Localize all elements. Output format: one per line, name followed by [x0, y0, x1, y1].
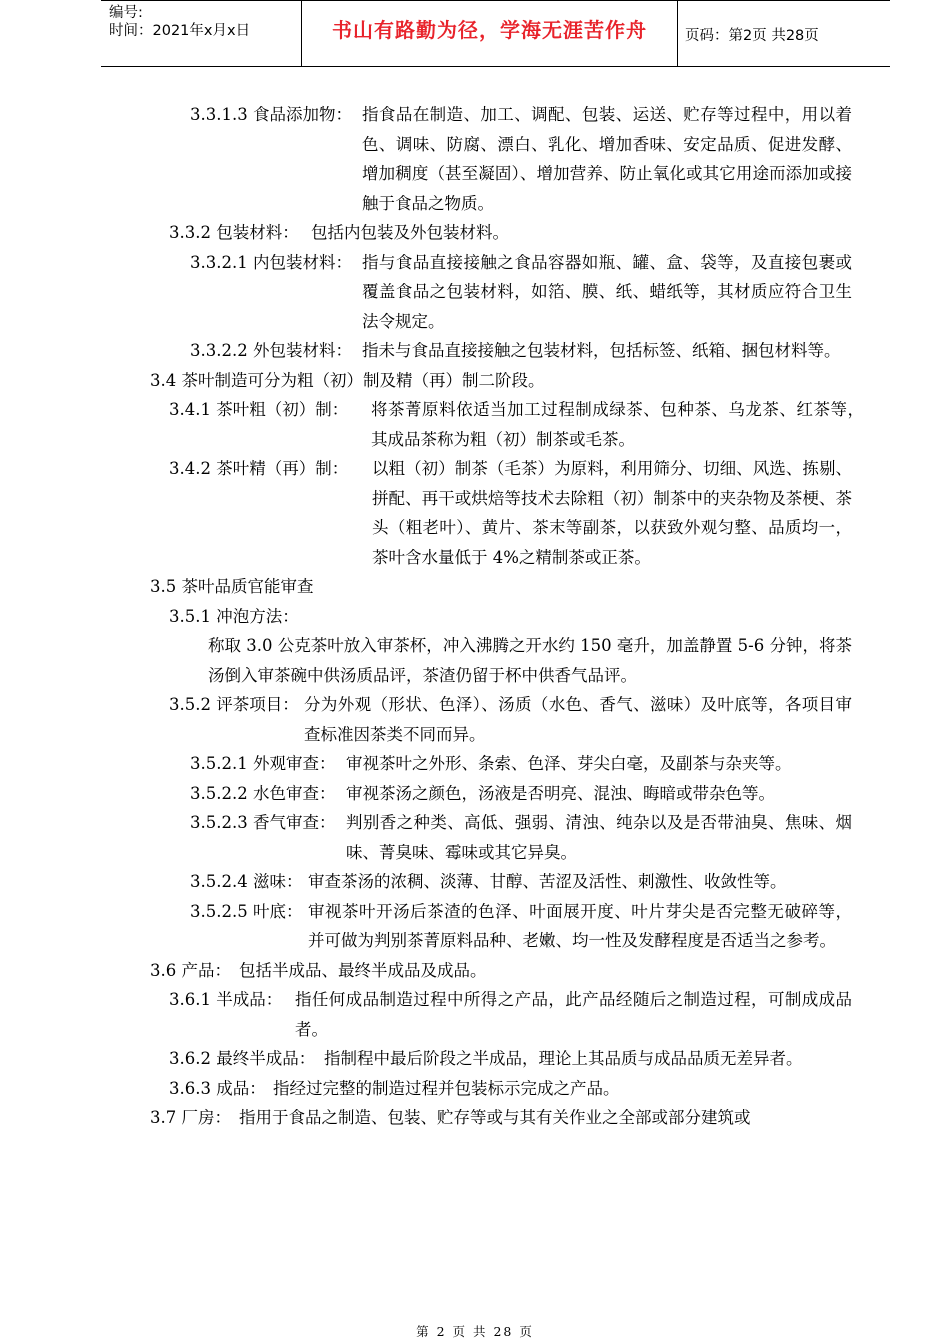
document-date: 时间：2021年x月x日: [109, 23, 251, 39]
clause-text: 称取 3.0 公克茶叶放入审茶杯，冲入沸腾之开水约 150 毫升，加盖静置 5-6 分钟，将茶汤倒入审茶碗中供汤质品评，茶渣仍留于杯中供香气品评。: [208, 636, 852, 685]
clause-text: 指与食品直接接触之食品容器如瓶、罐、盒、袋等，及直接包裹或覆盖食品之包装材料，如箔、膜、纸、蜡纸等，其材质应符合卫生法令规定。: [362, 252, 852, 331]
clause-label: 3.5.2 评茶项目：: [169, 695, 299, 714]
clause-text: 分为外观（形状、色泽）、汤质（水色、香气、滋味）及叶底等，各项目审查标准因茶类不同而异。: [304, 695, 852, 744]
paragraph-3-4-2: [169, 454, 852, 572]
clause-label: 3.4.2 茶叶精（再）制：: [169, 459, 349, 478]
clause-label: 3.3.1.3 食品添加物：: [190, 105, 352, 124]
paragraph-3-4-1: [169, 395, 864, 454]
clause-label: 3.6.2 最终半成品：: [169, 1049, 316, 1068]
paragraph-3-5-2-4: [190, 867, 870, 897]
clause-label: 3.5.2.2 水色审查：: [190, 783, 336, 803]
header-top-rule: [101, 0, 890, 1]
paragraph-3-7: [150, 1103, 852, 1133]
clause-text: 审视茶叶之外形、条索、色泽、芽尖白毫，及副茶与杂夹等。: [346, 754, 792, 773]
paragraph-3-6: [150, 956, 852, 986]
clause-label: 3.6.1 半成品：: [169, 990, 283, 1009]
document-number-label: 编号:: [109, 5, 143, 21]
clause-text: 将茶菁原料依适当加工过程制成绿茶、包种茶、乌龙茶、红茶等，其成品茶称为粗（初）制茶或毛茶。: [371, 400, 864, 449]
clause-text: 包括半成品、最终半成品及成品。: [239, 960, 487, 980]
page-header: [101, 0, 890, 66]
paragraph-3-6-3: [169, 1074, 852, 1104]
clause-text: 指未与食品直接接触之包装材料，包括标签、纸箱、捆包材料等。: [362, 341, 841, 360]
section-heading: 3.4 茶叶制造可分为粗（初）制及精（再）制二阶段。: [150, 370, 545, 390]
clause-label: 3.3.2.1 内包装材料：: [190, 252, 352, 272]
header-divider: [677, 0, 678, 66]
clause-label: 3.6.3 成品：: [169, 1078, 266, 1098]
clause-label: 3.7 厂房：: [150, 1108, 231, 1127]
paragraph-3-5-2: [169, 690, 852, 749]
clause-text: 指经过完整的制造过程并包装标示完成之产品。: [273, 1078, 620, 1098]
paragraph-3-5-2-3: [190, 808, 852, 867]
clause-label: 3.5.2.4 滋味：: [190, 872, 303, 891]
clause-label: 3.5.2.3 香气审查：: [190, 813, 336, 832]
heading-3-5-1: [169, 602, 852, 632]
section-heading: 3.5.1 冲泡方法：: [169, 606, 299, 626]
paragraph-3-3-2-1: [190, 248, 852, 337]
heading-3-4: [150, 366, 852, 396]
clause-text: 以粗（初）制茶（毛茶）为原料，利用筛分、切细、风选、拣剔、拼配、再干或烘焙等技术去除粗（初）制茶中的夹杂物及茶梗、茶头（粗老叶）、黄片、茶末等副茶，以获致外观匀整、品质均一，茶叶含水量低于 4%之精制茶或正茶。: [372, 459, 852, 567]
clause-text: 指任何成品制造过程中所得之产品，此产品经随后之制造过程，可制成成品者。: [295, 990, 852, 1039]
clause-text: 指食品在制造、加工、调配、包装、运送、贮存等过程中，用以着色、调味、防腐、漂白、乳化、增加香味、安定品质、促进发酵、增加稠度（甚至凝固）、增加营养、防止氧化或其它用途而添加或接触于食品之物质。: [362, 105, 852, 213]
clause-label: 3.5.2.5 叶底：: [190, 901, 303, 921]
paragraph-3-5-2-1: [190, 749, 870, 779]
clause-label: 3.6 产品：: [150, 960, 231, 980]
clause-text: 指用于食品之制造、包装、贮存等或与其有关作业之全部或部分建筑或: [239, 1108, 751, 1127]
paragraph-3-6-2: [169, 1044, 852, 1074]
header-page-info: 页码：第2页 共28页: [685, 28, 819, 44]
document-body: [0, 100, 950, 1133]
paragraph-3-5-2-2: [190, 779, 870, 809]
page-footer: 第 2 页 共 28 页: [416, 1324, 534, 1339]
paragraph-brewing-method: [208, 631, 852, 690]
clause-text: 判别香之种类、高低、强弱、清浊、纯杂以及是否带油臭、焦味、烟味、菁臭味、霉味或其它异臭。: [346, 813, 852, 862]
clause-text: 审视茶叶开汤后茶渣的色泽、叶面展开度、叶片芽尖是否完整无破碎等，并可做为判别茶菁原料品种、老嫩、均一性及发酵程度是否适当之参考。: [308, 901, 852, 950]
clause-label: 3.3.2 包装材料：: [169, 223, 299, 242]
header-bottom-rule: [101, 66, 890, 67]
clause-label: 3.4.1 茶叶粗（初）制：: [169, 400, 349, 419]
header-meta: [109, 4, 299, 40]
paragraph-3-6-1: [169, 985, 852, 1044]
paragraph-3-3-1-3: [190, 100, 852, 218]
heading-3-5: [150, 572, 852, 602]
clause-label: 3.3.2.2 外包装材料：: [190, 341, 352, 360]
clause-label: 3.5.2.1 外观审查：: [190, 754, 336, 773]
section-heading: 3.5 茶叶品质官能审查: [150, 577, 314, 596]
paragraph-3-3-2-2: [190, 336, 852, 366]
paragraph-3-5-2-5: [190, 897, 852, 956]
header-motto: 书山有路勤为径，学海无涯苦作舟: [332, 18, 647, 42]
clause-text: 指制程中最后阶段之半成品，理论上其品质与成品品质无差异者。: [324, 1049, 803, 1068]
clause-text: 审查茶汤的浓稠、淡薄、甘醇、苦涩及活性、刺激性、收敛性等。: [308, 872, 787, 891]
paragraph-3-3-2: [169, 218, 852, 248]
clause-text: 审视茶汤之颜色，汤液是否明亮、混浊、晦暗或带杂色等。: [346, 783, 775, 803]
clause-text: 包括内包装及外包装材料。: [311, 223, 509, 242]
